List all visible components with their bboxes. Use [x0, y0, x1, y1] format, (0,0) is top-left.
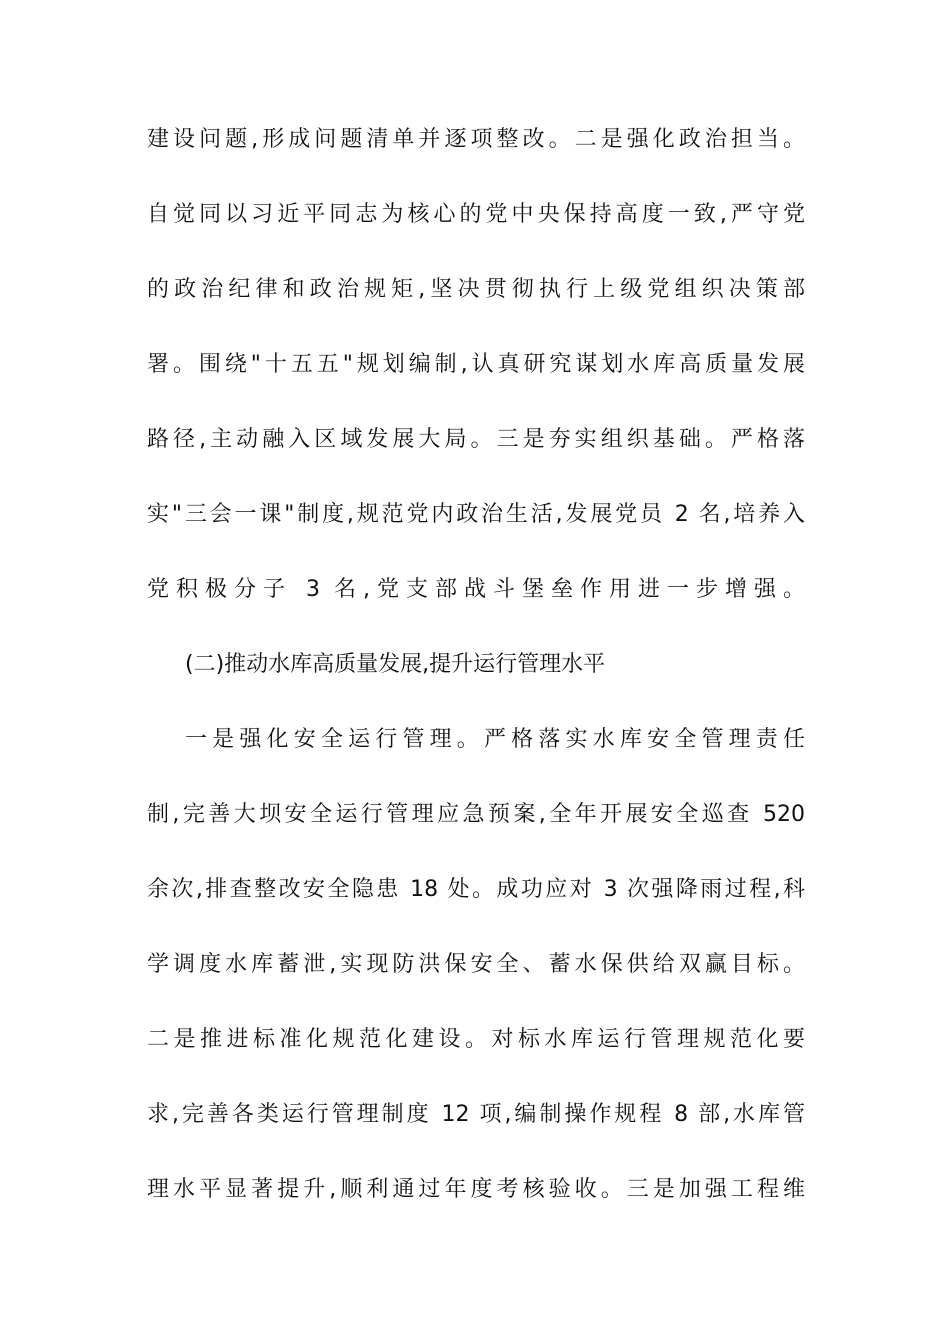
- paragraph-line: 自觉同以习近平同志为核心的党中央保持高度一致,严守党: [147, 202, 805, 227]
- paragraph-line: 制,完善大坝安全运行管理应急预案,全年开展安全巡查 520: [147, 802, 805, 827]
- section-heading: (二)推动水库高质量发展,提升运行管理水平: [185, 652, 606, 677]
- paragraph-line: 署。围绕"十五五"规划编制,认真研究谋划水库高质量发展: [147, 352, 805, 377]
- paragraph-line: 学调度水库蓄泄,实现防洪保安全、蓄水保供给双赢目标。: [147, 952, 805, 977]
- paragraph-line: 路径,主动融入区域发展大局。三是夯实组织基础。严格落: [147, 427, 805, 452]
- paragraph-line: 余次,排查整改安全隐患 18 处。成功应对 3 次强降雨过程,科: [147, 877, 805, 902]
- paragraph-line: 建设问题,形成问题清单并逐项整改。二是强化政治担当。: [147, 127, 805, 152]
- paragraph-line: 党积极分子 3 名,党支部战斗堡垒作用进一步增强。: [147, 577, 805, 602]
- paragraph-line: 求,完善各类运行管理制度 12 项,编制操作规程 8 部,水库管: [147, 1102, 805, 1127]
- paragraph-line: 实"三会一课"制度,规范党内政治生活,发展党员 2 名,培养入: [147, 502, 805, 527]
- paragraph-line: 的政治纪律和政治规矩,坚决贯彻执行上级党组织决策部: [147, 277, 805, 302]
- paragraph-line: 一是强化安全运行管理。严格落实水库安全管理责任: [185, 727, 805, 752]
- paragraph-line: 二是推进标准化规范化建设。对标水库运行管理规范化要: [147, 1027, 805, 1052]
- paragraph-line: 理水平显著提升,顺利通过年度考核验收。三是加强工程维: [147, 1177, 805, 1202]
